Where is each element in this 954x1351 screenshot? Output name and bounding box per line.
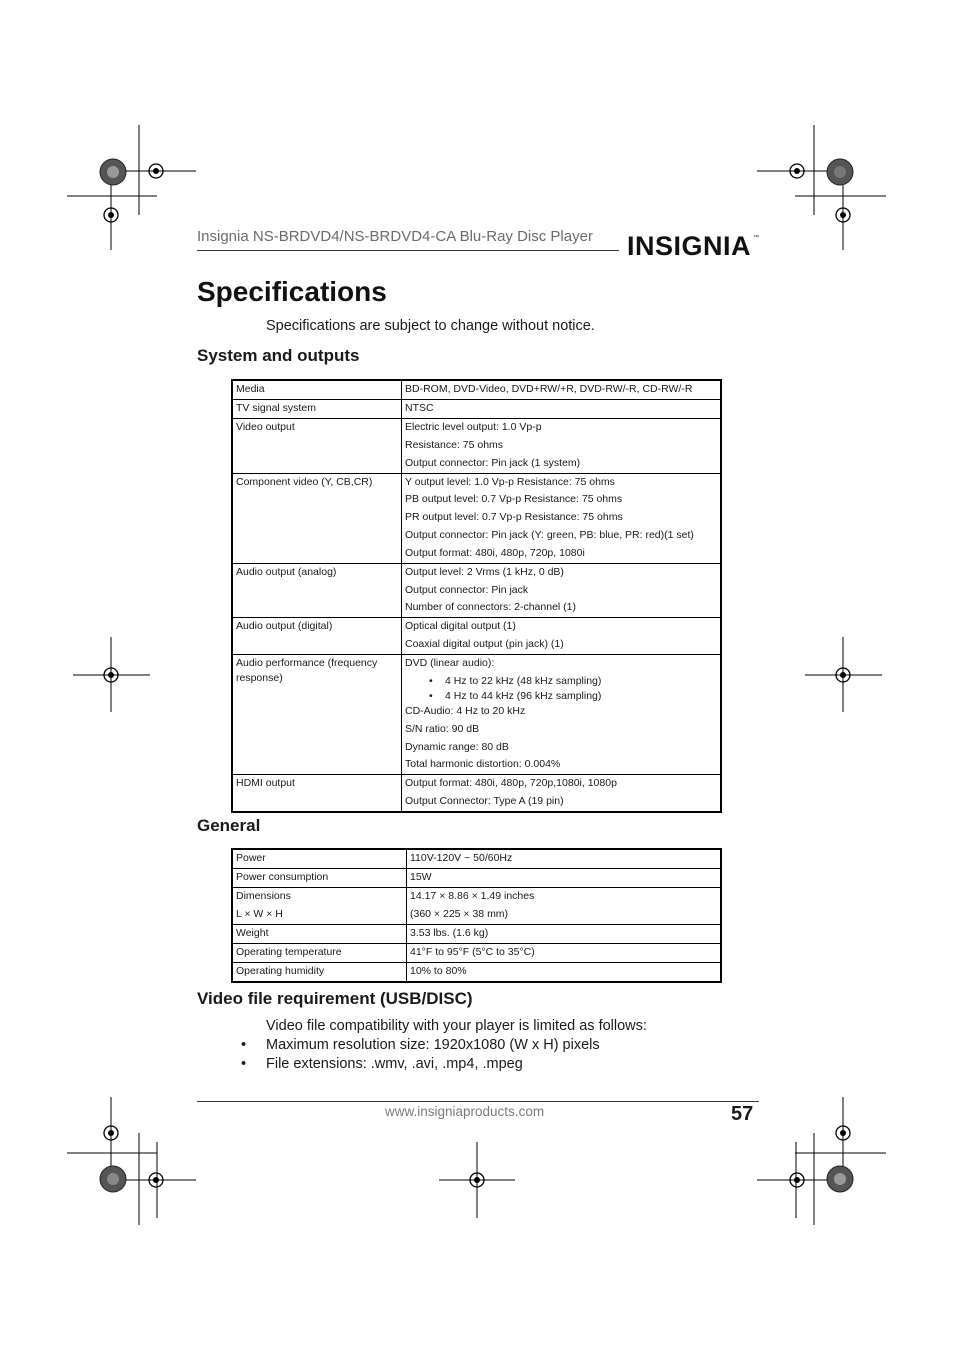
row-value bbox=[402, 563, 722, 618]
row-label: HDMI output bbox=[232, 775, 402, 812]
logo-tm: ™ bbox=[753, 235, 759, 241]
row-value bbox=[402, 618, 722, 655]
section-heading-general: General bbox=[197, 816, 261, 835]
table-row bbox=[232, 943, 721, 962]
video-bullet-resolution: Maximum resolution size: 1920x1080 (W x H) pixels bbox=[266, 1037, 600, 1053]
table-row bbox=[232, 419, 721, 474]
value-line: DVD (linear audio): bbox=[405, 657, 495, 670]
table-row bbox=[232, 473, 721, 563]
table-row bbox=[232, 962, 721, 982]
row-label bbox=[232, 888, 407, 925]
page-header bbox=[197, 226, 759, 262]
footer-rule bbox=[197, 1101, 759, 1102]
table-row bbox=[232, 618, 721, 655]
row-label: Audio output (analog) bbox=[232, 563, 402, 618]
label-line: Dimensions bbox=[236, 890, 291, 902]
list-item bbox=[405, 689, 717, 704]
row-value bbox=[402, 419, 722, 474]
row-value: 110V-120V ~ 50/60Hz bbox=[407, 849, 722, 869]
bullet-text: 4 Hz to 22 kHz (48 kHz sampling) bbox=[445, 674, 602, 687]
bullet-icon: • bbox=[241, 1037, 247, 1053]
video-bullet-extensions: File extensions: .wmv, .avi, .mp4, .mpeg bbox=[266, 1056, 523, 1072]
value-line: S/N ratio: 90 dB bbox=[405, 722, 480, 735]
value-line: Output Connector: Type A (19 pin) bbox=[405, 795, 564, 808]
table-row bbox=[232, 888, 721, 925]
logo-text: INSIGNIA bbox=[627, 231, 752, 261]
bullet-icon: • bbox=[429, 689, 433, 702]
row-label: Power consumption bbox=[232, 869, 407, 888]
page-number: 57 bbox=[731, 1103, 754, 1125]
row-value bbox=[402, 473, 722, 563]
value-line: Output level: 2 Vrms (1 kHz, 0 dB) bbox=[405, 565, 564, 578]
section-heading-system: System and outputs bbox=[197, 346, 360, 365]
row-label: Power bbox=[232, 849, 407, 869]
value-line: CD-Audio: 4 Hz to 20 kHz bbox=[405, 704, 526, 717]
table-row bbox=[232, 775, 721, 812]
row-value bbox=[402, 655, 722, 775]
row-value bbox=[402, 400, 722, 419]
table-row bbox=[232, 400, 721, 419]
value-line: Output format: 480i, 480p, 720p, 1080i bbox=[405, 546, 585, 559]
value-line: Output connector: Pin jack (1 system) bbox=[405, 456, 581, 469]
footer-url: www.insigniaproducts.com bbox=[385, 1104, 545, 1119]
row-label: Weight bbox=[232, 924, 407, 943]
intro-note: Specifications are subject to change without notice. bbox=[266, 318, 595, 334]
value-line: Output format: 480i, 480p, 720p,1080i, 1080p bbox=[405, 777, 617, 790]
table-row bbox=[232, 563, 721, 618]
row-value: 10% to 80% bbox=[407, 962, 722, 982]
table-row bbox=[232, 380, 721, 400]
bullet-text: 4 Hz to 44 kHz (96 kHz sampling) bbox=[445, 689, 602, 702]
page-title: Specifications bbox=[197, 276, 387, 307]
row-value: 15W bbox=[407, 869, 722, 888]
value-line: Coaxial digital output (pin jack) (1) bbox=[405, 638, 564, 651]
row-value bbox=[407, 888, 722, 925]
value-line: BD-ROM, DVD-Video, DVD+RW/+R, DVD-RW/-R, CD-RW/-R bbox=[405, 383, 693, 395]
value-line: Dynamic range: 80 dB bbox=[405, 740, 509, 753]
general-table bbox=[231, 848, 722, 983]
table-row bbox=[232, 869, 721, 888]
insignia-logo bbox=[627, 226, 759, 262]
value-line: 14.17 × 8.86 × 1.49 inches bbox=[410, 890, 535, 902]
row-label: Audio output (digital) bbox=[232, 618, 402, 655]
row-label: Audio performance (frequency response) bbox=[232, 655, 402, 775]
video-intro: Video file compatibility with your player is limited as follows: bbox=[266, 1018, 647, 1034]
row-value bbox=[402, 380, 722, 400]
header-product-title: Insignia NS-BRDVD4/NS-BRDVD4-CA Blu-Ray Disc Player bbox=[197, 228, 593, 245]
table-row bbox=[232, 924, 721, 943]
value-line: (360 × 225 × 38 mm) bbox=[410, 907, 509, 920]
value-line: PB output level: 0.7 Vp-p Resistance: 75 ohms bbox=[405, 493, 623, 506]
row-label: Operating humidity bbox=[232, 962, 407, 982]
row-label: TV signal system bbox=[232, 400, 402, 419]
value-line: Resistance: 75 ohms bbox=[405, 438, 504, 451]
value-line: NTSC bbox=[405, 402, 434, 414]
value-line: Optical digital output (1) bbox=[405, 620, 516, 633]
row-value: 41°F to 95°F (5°C to 35°C) bbox=[407, 943, 722, 962]
list-item bbox=[405, 674, 717, 689]
value-line: Y output level: 1.0 Vp-p Resistance: 75 ohms bbox=[405, 475, 615, 488]
row-label: Video output bbox=[232, 419, 402, 474]
label-line: L × W × H bbox=[236, 907, 283, 920]
bullet-icon: • bbox=[241, 1056, 247, 1072]
row-label: Media bbox=[232, 380, 402, 400]
row-value: 3.53 lbs. (1.6 kg) bbox=[407, 924, 722, 943]
value-line: Total harmonic distortion: 0.004% bbox=[405, 758, 561, 771]
value-line: Output connector: Pin jack (Y: green, PB: blue, PR: red)(1 set) bbox=[405, 528, 694, 541]
header-rule bbox=[197, 250, 619, 251]
row-label: Operating temperature bbox=[232, 943, 407, 962]
system-outputs-table bbox=[231, 379, 722, 813]
table-row bbox=[232, 655, 721, 775]
value-line: Number of connectors: 2-channel (1) bbox=[405, 601, 576, 614]
bullet-icon: • bbox=[429, 674, 433, 687]
table-row bbox=[232, 849, 721, 869]
value-line: PR output level: 0.7 Vp-p Resistance: 75 ohms bbox=[405, 511, 623, 524]
section-heading-video: Video file requirement (USB/DISC) bbox=[197, 989, 473, 1008]
value-line: Electric level output: 1.0 Vp-p bbox=[405, 421, 542, 433]
row-label: Component video (Y, CB,CR) bbox=[232, 473, 402, 563]
row-value bbox=[402, 775, 722, 812]
value-line: Output connector: Pin jack bbox=[405, 583, 529, 596]
